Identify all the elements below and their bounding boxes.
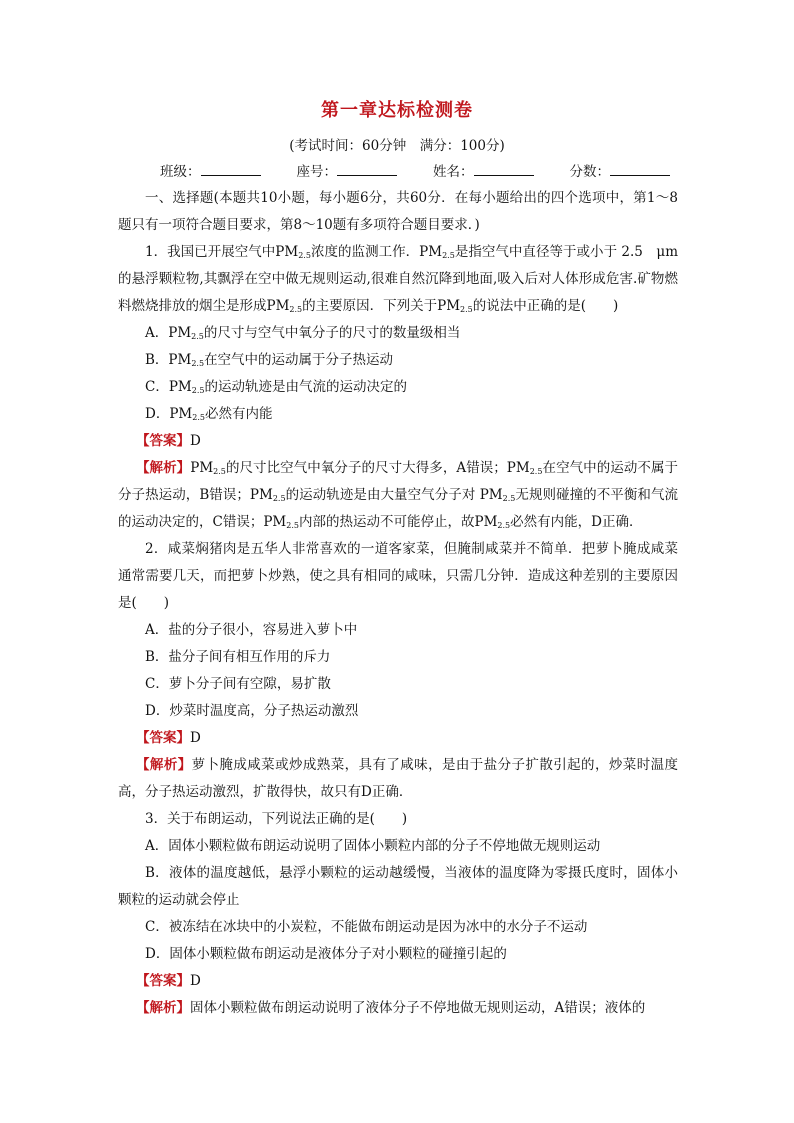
q3-option-b: B．液体的温度越低，悬浮小颗粒的运动越缓慢，当液体的温度降为零摄氏度时，固体小颗粒的运动就会停止: [118, 865, 678, 908]
answer-tag: 【答案】: [136, 433, 190, 449]
answer-value: D: [190, 973, 201, 989]
q1-option-prefix: B．PM: [145, 352, 192, 368]
q3-answer: [118, 968, 678, 995]
exam-time-info: (考试时间：60分钟 满分：100分): [289, 138, 505, 154]
analysis-part: 内部的热运动不可能停止，故PM: [298, 514, 498, 530]
q1-answer: [118, 428, 678, 455]
exam-body: [118, 185, 678, 1022]
q1-sub: 2.5: [286, 521, 299, 530]
q1-option-text: 的运动轨迹是由气流的运动决定的: [204, 379, 407, 395]
seat-blank: [337, 163, 397, 176]
analysis-tag: 【解析】: [136, 1000, 190, 1016]
q2-analysis: [118, 752, 678, 806]
analysis-part: 的运动轨迹是由大量空气分子对 PM: [285, 487, 503, 503]
q1-option-d: [118, 401, 678, 428]
answer-tag: 【答案】: [136, 973, 190, 989]
q2-answer: [118, 725, 678, 752]
q1-sub: 2.5: [529, 467, 543, 476]
question-2-stem: 2．咸菜焖猪肉是五华人非常喜欢的一道客家菜，但腌制咸菜并不简单．把萝卜腌成咸菜通常需要几天，而把萝卜炒熟，使之具有相同的咸味，只需几分钟．造成这种差别的主要原因是( ): [118, 541, 678, 611]
q2-option-d: D．炒菜时温度高，分子热运动激烈: [145, 703, 359, 719]
score-label: 分数：: [569, 164, 610, 180]
q1-stem-part: 的说法中正确的是( ): [472, 298, 619, 314]
q1-sub: 2.5: [192, 413, 205, 422]
answer-value: D: [190, 433, 201, 449]
q1-sub: 2.5: [272, 494, 286, 503]
q1-option-text: 在空气中的运动属于分子热运动: [204, 352, 394, 368]
name-field: [433, 160, 534, 180]
q1-sub: 2.5: [191, 359, 205, 368]
student-info-fields: [160, 160, 706, 180]
question-1-stem: [118, 239, 678, 320]
analysis-text: 萝卜腌成咸菜或炒成熟菜，具有了咸味，是由于盐分子扩散引起的，炒菜时温度高，分子热运动激烈，扩散得快，故只有D正确．: [118, 757, 679, 800]
q1-sub: 2.5: [460, 305, 473, 314]
q1-sub: 2.5: [497, 521, 511, 530]
q1-option-prefix: A．PM: [145, 325, 192, 341]
q1-stem-part: 是指空气中直径等于或小于 2.5 μm的悬浮颗粒物,其飘浮在空中做无规则运动,很难自然沉降到地面,吸入后对人体形成危害.矿物燃料燃烧排放的烟尘是形成PM: [118, 244, 678, 314]
q3-option-d: D．固体小颗粒做布朗运动是液体分子对小颗粒的碰撞引起的: [145, 946, 507, 962]
q1-stem-part: 的主要原因．下列关于PM: [302, 298, 461, 314]
analysis-part: 无规则碰撞的不平衡和气流的运动决定的，C错误；PM: [118, 487, 679, 530]
class-field: [160, 160, 261, 180]
analysis-tag: 【解析】: [136, 757, 192, 773]
q1-stem-part: 浓度的监测工作．PM: [310, 244, 443, 260]
q1-option-prefix: D．PM: [145, 406, 193, 422]
analysis-part: PM: [190, 460, 214, 476]
q1-sub: 2.5: [213, 467, 226, 476]
name-label: 姓名：: [433, 164, 474, 180]
score-field: [570, 160, 671, 180]
q1-sub: 2.5: [289, 305, 303, 314]
question-3-stem: 3．关于布朗运动，下列说法正确的是( ): [145, 811, 408, 827]
analysis-part: 在空气中的运动不属于分子热运动，B错误；PM: [118, 460, 679, 503]
score-blank: [610, 163, 670, 176]
answer-value: D: [190, 730, 201, 746]
q1-sub: 2.5: [298, 251, 311, 260]
answer-tag: 【答案】: [136, 730, 190, 746]
q1-option-a: [118, 320, 678, 347]
q1-option-text: 的尺寸与空气中氧分子的尺寸的数量级相当: [203, 325, 461, 341]
q3-option-c: C．被冻结在冰块中的小炭粒，不能做布朗运动是因为冰中的水分子不运动: [145, 919, 588, 935]
class-label: 班级：: [160, 164, 201, 180]
q1-option-c: [118, 374, 678, 401]
class-blank: [201, 163, 261, 176]
q1-option-b: [118, 347, 678, 374]
analysis-part: 必然有内能，D正确．: [510, 514, 643, 530]
q1-sub: 2.5: [502, 494, 516, 503]
q2-option-c: C．萝卜分子间有空隙，易扩散: [145, 676, 331, 692]
q3-option-a: A．固体小颗粒做布朗运动说明了固体小颗粒内部的分子不停地做无规则运动: [145, 838, 601, 854]
q2-option-a: A．盐的分子很小，容易进入萝卜中: [145, 622, 358, 638]
q2-option-b: B．盐分子间有相互作用的斥力: [145, 649, 331, 665]
q1-stem-part: 1．我国已开展空气中PM: [145, 244, 299, 260]
q1-sub: 2.5: [191, 332, 204, 341]
section-heading: 一、选择题(本题共10小题，每小题6分，共60分．在每小题给出的四个选项中，第1～8题只有一项符合题目要求，第8～10题有多项符合题目要求．): [118, 190, 678, 233]
seat-field: [297, 160, 398, 180]
page-title: 第一章达标检测卷: [321, 100, 473, 121]
analysis-text: 固体小颗粒做布朗运动说明了液体分子不停地做无规则运动，A错误；液体的: [190, 1000, 646, 1016]
q1-sub: 2.5: [191, 386, 205, 395]
q1-sub: 2.5: [442, 251, 455, 260]
name-blank: [474, 163, 534, 176]
analysis-tag: 【解析】: [136, 460, 191, 476]
analysis-part: 的尺寸比空气中氧分子的尺寸大得多，A错误；PM: [225, 460, 530, 476]
seat-label: 座号：: [296, 164, 337, 180]
q1-option-text: 必然有内能: [204, 406, 273, 422]
q1-analysis: [118, 455, 678, 536]
q3-analysis: [118, 995, 678, 1022]
q1-option-prefix: C．PM: [145, 379, 192, 395]
